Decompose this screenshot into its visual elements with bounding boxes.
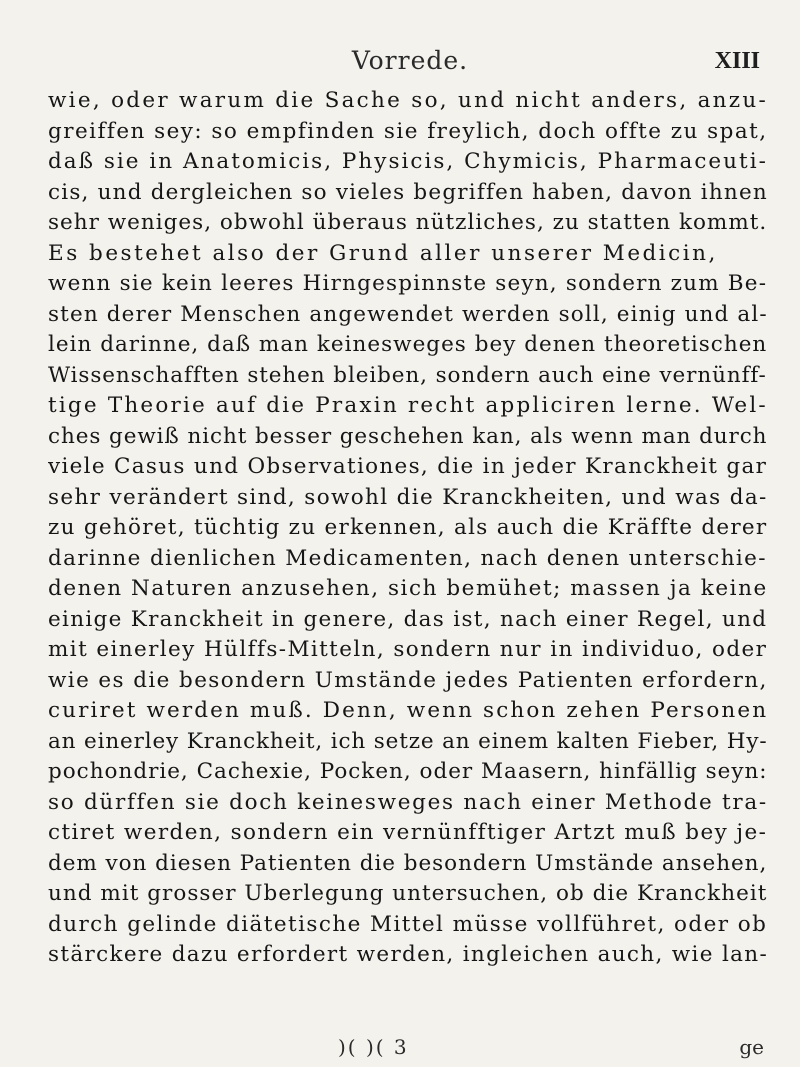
body-text (48, 86, 768, 971)
text-line: greiffen sey: so empfinden sie freylich, doch offte zu spat, (48, 118, 768, 144)
text-line: stärckere dazu erfordert werden, ingleichen auch, wie lan- (48, 942, 768, 967)
signature-mark: )( )( 3 (338, 1035, 409, 1059)
running-head: Vorrede. (351, 46, 469, 75)
catchword: ge (739, 1035, 764, 1059)
text-line: ctiret werden, sondern ein vernünfftiger Artzt muß bey je- (48, 820, 768, 845)
text-line: dem von diesen Patienten die besondern Umstände ansehen, (48, 850, 768, 876)
text-line: lein darinne, daß man keinesweges bey denen theoretischen (48, 332, 768, 357)
text-line: wie, oder warum die Sache so, und nicht anders, anzu- (48, 88, 768, 113)
text-line: pochondrie, Cachexie, Pocken, oder Maasern, hinfällig seyn: (48, 759, 768, 784)
text-line: und mit grosser Uberlegung untersuchen, ob die Kranckheit (48, 881, 768, 906)
text-line: ches gewiß nicht besser geschehen kan, als wenn man durch (48, 423, 768, 449)
text-line: denen Naturen anzusehen, sich bemühet; massen ja keine (48, 576, 768, 601)
text-line: darinne dienlichen Medicamenten, nach denen unterschie- (48, 545, 767, 571)
text-line: sehr verändert sind, sowohl die Kranckheiten, und was da- (48, 484, 768, 510)
text-line: Es bestehet also der Grund aller unserer Medicin, (48, 240, 718, 266)
text-line: wenn sie kein leeres Hirngespinnste seyn, sondern zum Be- (48, 271, 768, 296)
page-number: XIII (714, 48, 760, 74)
text-line: daß sie in Anatomicis, Physicis, Chymicis, Pharmaceuti- (48, 149, 768, 174)
text-line: curiret werden muß. Denn, wenn schon zehen Personen (48, 698, 768, 723)
text-line: einige Kranckheit in genere, das ist, nach einer Regel, und (48, 606, 768, 632)
text-line: sten derer Menschen angewendet werden soll, einig und al- (48, 301, 768, 327)
page-header (60, 46, 760, 86)
text-line: zu gehöret, tüchtig zu erkennen, als auch die Kräffte derer (48, 515, 768, 540)
text-line: an einerley Kranckheit, ich setze an einem kalten Fieber, Hy- (48, 728, 768, 754)
text-line: mit einerley Hülffs-Mitteln, sondern nur in individuo, oder (48, 637, 768, 662)
text-line: wie es die besondern Umstände jedes Patienten erfordern, (48, 667, 768, 693)
text-line: cis, und dergleichen so vieles begriffen haben, davon ihnen (48, 179, 768, 205)
text-line: so dürffen sie doch keinesweges nach einer Methode tra- (48, 789, 768, 815)
text-line: durch gelinde diätetische Mittel müsse vollführet, oder ob (48, 911, 768, 937)
text-line: tige Theorie auf die Praxin recht appliciren lerne. Wel- (48, 393, 768, 418)
text-line: viele Casus und Observationes, die in jeder Kranckheit gar (48, 454, 768, 479)
text-line: Wissenschafften stehen bleiben, sondern auch eine vernünff- (48, 362, 767, 388)
page-footer (48, 1035, 768, 1063)
text-line: sehr weniges, obwohl überaus nützliches, zu statten kommt. (48, 210, 768, 235)
